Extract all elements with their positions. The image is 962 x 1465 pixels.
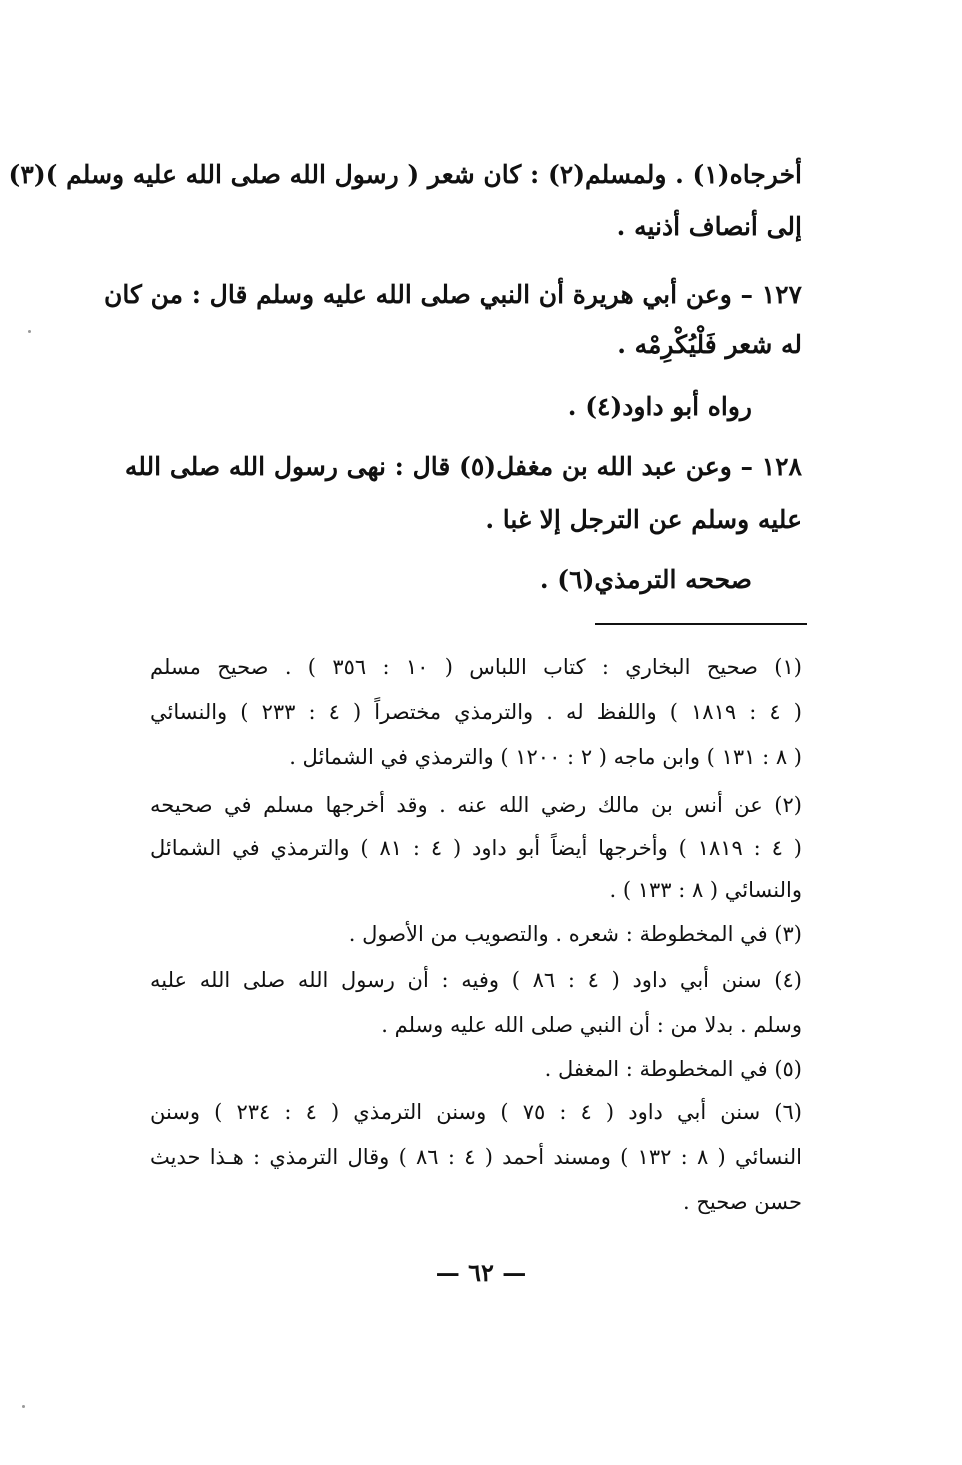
footnote-1-line: (١) صحيح البخاري : كتاب اللباس ( ١٠ : ٣٥٦ ) . صحيح مسلم <box>150 655 802 679</box>
hadith-128-line: عليه وسلم عن الترجل إلا غبا . <box>485 505 802 534</box>
footnote-6-line: النسائي ( ٨ : ١٣٢ ) ومسند أحمد ( ٤ : ٨٦ ) وقال الترمذي : هـذا حديث <box>150 1145 802 1169</box>
hadith-128-line: ١٢٨ – وعن عبد الله بن مغفل(٥) قال : نهى رسول الله صلى الله <box>124 452 802 481</box>
footnote-6-line: (٦) سنن أبي داود ( ٤ : ٧٥ ) وسنن الترمذي ( ٤ : ٢٣٤ ) وسنن <box>150 1100 802 1124</box>
footnote-2-line: (٢) عن أنس بن مالك رضي الله عنه . وقد أخرجها مسلم في صحيحه <box>150 793 802 817</box>
footnote-2-line: والنسائي ( ٨ : ١٣٣ ) . <box>609 878 802 902</box>
footnote-6-line: حسن صحيح . <box>682 1190 802 1214</box>
footnote-3-line: (٣) في المخطوطة : شعره . والتصويب من الأصول . <box>348 922 802 946</box>
footnote-5-line: (٥) في المخطوطة : المغفل . <box>544 1057 802 1081</box>
footnote-2-line: ( ٤ : ١٨١٩ ) وأخرجها أيضاً أبو داود ( ٤ : ٨١ ) والترمذي في الشمائل <box>150 836 802 860</box>
paragraph-line: إلى أنصاف أذنيه . <box>616 212 802 241</box>
footnote-4-line: وسلم . بدلا من : أن النبي صلى الله عليه وسلم . <box>381 1013 802 1037</box>
page-number: — ٦٢ — <box>435 1258 527 1287</box>
scan-speck <box>22 1405 25 1408</box>
footnote-1-line: ( ٨ : ١٣١ ) وابن ماجه ( ٢ : ١٢٠٠ ) والترمذي في الشمائل . <box>289 745 802 769</box>
scan-speck <box>28 330 31 333</box>
hadith-127-source: رواه أبو داود(٤) . <box>567 392 752 421</box>
paragraph-line: أخرجاه(١) . ولمسلم(٢) : كان شعر ( رسول الله صلى الله عليه وسلم )(٣) <box>8 160 802 189</box>
hadith-127-line: له شعر فَلْيُكْرِمْه . <box>617 330 802 359</box>
footnote-separator <box>595 623 807 625</box>
footnote-4-line: (٤) سنن أبي داود ( ٤ : ٨٦ ) وفيه : أن رسول الله صلى الله عليه <box>150 968 802 992</box>
footnote-1-line: ( ٤ : ١٨١٩ ) واللفظ له . والترمذي مختصراً ( ٤ : ٢٣٣ ) والنسائي <box>150 700 802 724</box>
hadith-127-line: ١٢٧ – وعن أبي هريرة أن النبي صلى الله عليه وسلم قال : من كان <box>104 280 802 309</box>
hadith-128-source: صححه الترمذي(٦) . <box>539 565 752 594</box>
